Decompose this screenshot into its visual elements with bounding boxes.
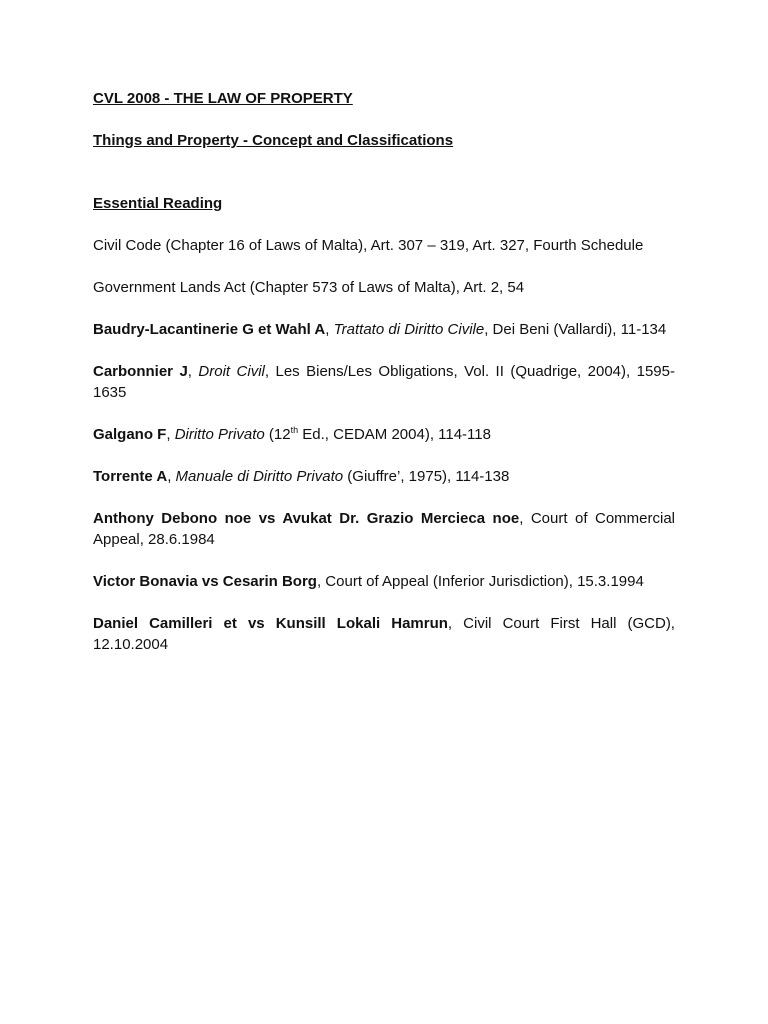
reading-entry-government-lands-act [93, 277, 675, 298]
document-page [93, 88, 675, 676]
reading-entry-civil-code [93, 235, 675, 256]
edition-superscript: th [290, 425, 299, 435]
entry-details: , Court of Commercial Appeal, 28.6.1984 [93, 510, 675, 548]
entry-author: Galgano F [93, 426, 167, 443]
course-title: CVL 2008 - THE LAW OF PROPERTY [93, 90, 353, 107]
reading-entry-case-bonavia [93, 571, 675, 592]
entry-details: , Court of Appeal (Inferior Jurisdiction), 15.3.1994 [316, 573, 644, 590]
entry-separator: , [325, 321, 334, 338]
entry-author: Carbonnier J [93, 363, 188, 380]
entry-separator: , [166, 426, 175, 443]
essential-reading-heading: Essential Reading [93, 195, 223, 212]
entry-author: Torrente A [93, 468, 168, 485]
entry-work-title: Trattato di Diritto Civile [333, 321, 485, 338]
entry-work-title: Diritto Privato [174, 426, 265, 443]
entry-separator: , [187, 363, 199, 380]
entry-author: Baudry-Lacantinerie G et Wahl A [93, 321, 326, 338]
entry-case-name: Anthony Debono noe vs Avukat Dr. Grazio Mercieca noe [93, 510, 520, 527]
entry-work-title: Manuale di Diritto Privato [175, 468, 344, 485]
reading-entry-case-debono [93, 508, 675, 550]
entry-work-title: Droit Civil [198, 363, 265, 380]
reading-entry-carbonnier [93, 361, 675, 403]
reading-entry-torrente [93, 466, 675, 487]
reading-entry-baudry-lacantinerie [93, 319, 675, 340]
entry-details: , Dei Beni (Vallardi), 11-134 [484, 321, 667, 338]
entry-edition: (12 [264, 426, 291, 443]
reading-entry-galgano [93, 424, 675, 445]
reading-entry-case-camilleri [93, 613, 675, 655]
entry-details: , Les Biens/Les Obligations, Vol. II (Quadrige, 2004), 1595-1635 [93, 363, 675, 401]
entry-details: Ed., CEDAM 2004), 114-118 [298, 426, 491, 443]
topic-title: Things and Property - Concept and Classifications [93, 132, 454, 149]
entry-text: Civil Code (Chapter 16 of Laws of Malta), Art. 307 – 319, Art. 327, Fourth Schedule [93, 237, 644, 254]
entry-details: , Civil Court First Hall (GCD), 12.10.2004 [93, 615, 675, 653]
entry-case-name: Daniel Camilleri et vs Kunsill Lokali Hamrun [93, 615, 448, 632]
entry-separator: , [167, 468, 176, 485]
entry-case-name: Victor Bonavia vs Cesarin Borg [93, 573, 317, 590]
entry-details: (Giuffre’, 1975), 114-138 [343, 468, 510, 485]
entry-text: Government Lands Act (Chapter 573 of Laws of Malta), Art. 2, 54 [93, 279, 525, 296]
